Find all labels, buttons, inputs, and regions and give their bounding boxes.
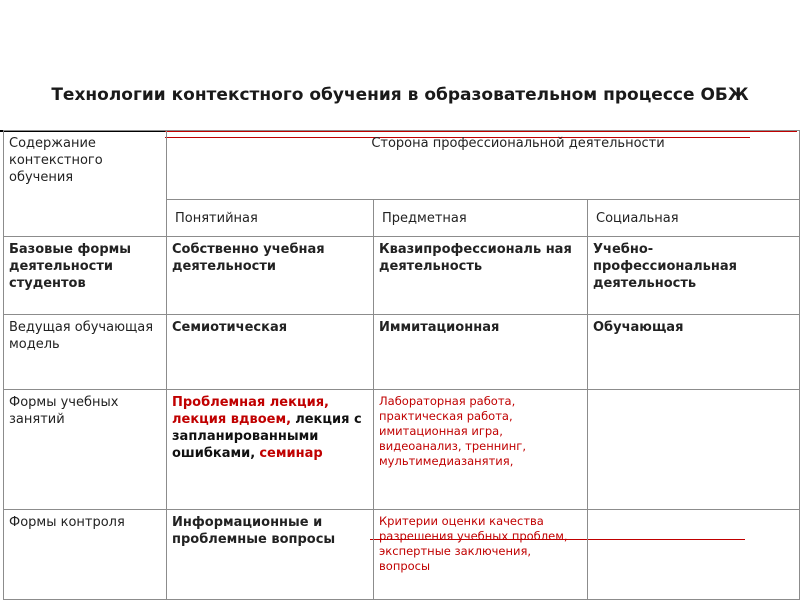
table-cell: Собственно учебная деятельности: [167, 237, 374, 315]
table-row: [4, 237, 800, 315]
table-row: [4, 315, 800, 390]
row-label: Базовые формы деятельности студентов: [4, 237, 167, 315]
table-cell: Критерии оценки качества разрешения учебных проблем, экспертные заключения, вопросы: [374, 510, 588, 600]
table-cell: [588, 510, 800, 600]
group-header: [167, 131, 800, 200]
column-header: Социальная: [588, 200, 800, 237]
cell-text-red: Проблемная лекция, лекция вдвоем,: [172, 395, 329, 427]
table-cell: Квазипрофессиональ ная деятельность: [374, 237, 588, 315]
group-header-label: Сторона профессиональной деятельности: [371, 136, 665, 151]
table-cell: Семиотическая: [167, 315, 374, 390]
header-row: [4, 131, 800, 200]
column-header: Понятийная: [167, 200, 374, 237]
row-label: Формы контроля: [4, 510, 167, 600]
table-cell: Обучающая: [588, 315, 800, 390]
cell-text-red: семинар: [259, 446, 323, 461]
table-cell: [167, 390, 374, 510]
table-cell: Информационные и проблемные вопросы: [167, 510, 374, 600]
table-cell: Лабораторная работа, практическая работа, имитационная игра, видеоанализ, треннинг, мультимедиазанятия,: [374, 390, 588, 510]
table-cell: Учебно-профессиональная деятельность: [588, 237, 800, 315]
context-learning-table: [3, 130, 800, 600]
table-cell: [588, 390, 800, 510]
table-row: [4, 390, 800, 510]
table-cell: Иммитационная: [374, 315, 588, 390]
corner-header: Содержание контекстного обучения: [4, 131, 167, 237]
column-header: Предметная: [374, 200, 588, 237]
row-label: Формы учебных занятий: [4, 390, 167, 510]
page-title: Технологии контекстного обучения в образовательном процессе ОБЖ: [51, 85, 749, 105]
cell-text-black: лекция с запланированными ошибками,: [172, 412, 362, 461]
table-row: [4, 510, 800, 600]
row-label: Ведущая обучающая модель: [4, 315, 167, 390]
